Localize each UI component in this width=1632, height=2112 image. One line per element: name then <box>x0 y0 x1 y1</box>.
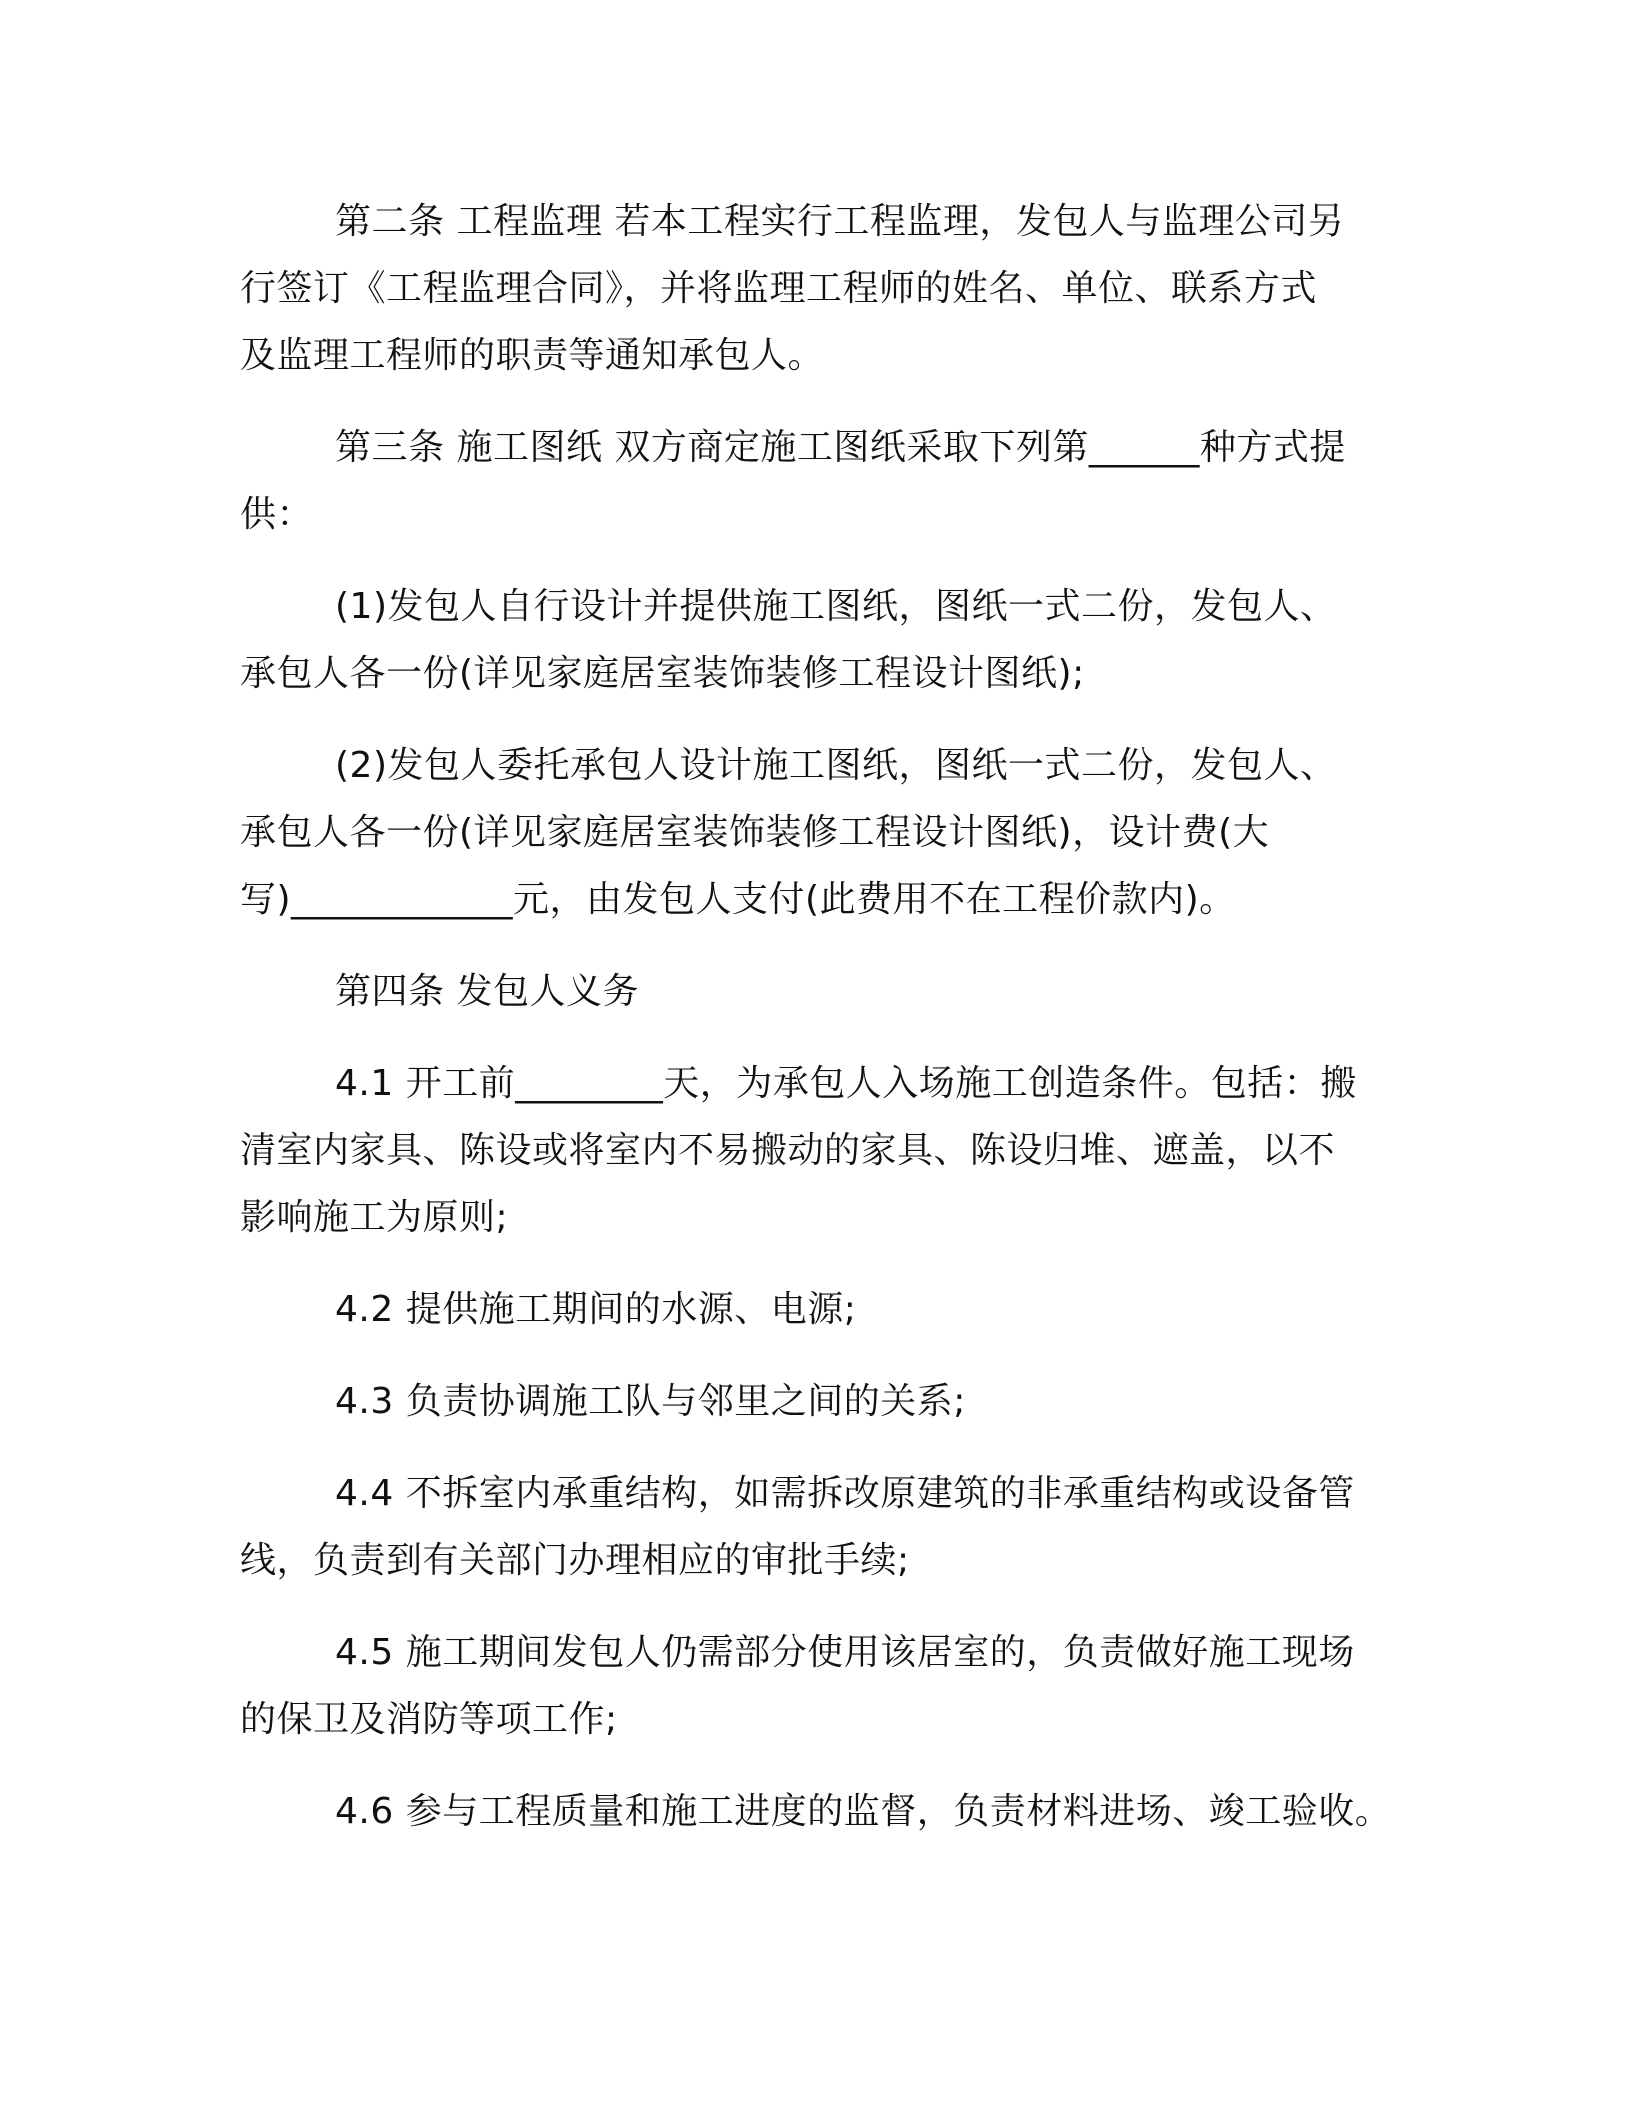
paragraph-clause-4-6 <box>240 1778 1390 1845</box>
text-line: (2)发包人委托承包人设计施工图纸，图纸一式二份，发包人、 <box>335 745 1337 786</box>
paragraph-clause-4-1 <box>240 1050 1390 1251</box>
text-line: 行签订《工程监理合同》，并将监理工程师的姓名、单位、联系方式 <box>240 268 1318 309</box>
paragraph-option-1 <box>240 573 1390 707</box>
section-heading: 第四条 发包人义务 <box>335 971 639 1012</box>
text-line: 4.2 提供施工期间的水源、电源; <box>335 1289 857 1330</box>
text-line: 第二条 工程监理 若本工程实行工程监理，发包人与监理公司另 <box>335 201 1345 242</box>
text-line: 4.6 参与工程质量和施工进度的监督，负责材料进场、竣工验收。 <box>335 1791 1392 1832</box>
text-line: 的保卫及消防等项工作; <box>240 1699 618 1740</box>
paragraph-article-4-heading <box>240 958 1390 1025</box>
text-line: 承包人各一份(详见家庭居室装饰装修工程设计图纸)，设计费(大 <box>240 812 1270 853</box>
paragraph-article-3 <box>240 414 1390 548</box>
text-line: 供： <box>240 494 314 535</box>
document-body <box>240 188 1390 1870</box>
paragraph-article-2 <box>240 188 1390 389</box>
paragraph-clause-4-4 <box>240 1460 1390 1594</box>
paragraph-option-2 <box>240 732 1390 933</box>
text-line: 承包人各一份(详见家庭居室装饰装修工程设计图纸); <box>240 653 1085 694</box>
text-line: 影响施工为原则; <box>240 1197 509 1238</box>
text-line: 写)____________元，由发包人支付(此费用不在工程价款内)。 <box>240 879 1236 920</box>
text-line: 4.4 不拆室内承重结构，如需拆改原建筑的非承重结构或设备管 <box>335 1473 1355 1514</box>
text-line: 及监理工程师的职责等通知承包人。 <box>240 335 825 376</box>
paragraph-clause-4-3 <box>240 1368 1390 1435</box>
text-line: 清室内家具、陈设或将室内不易搬动的家具、陈设归堆、遮盖，以不 <box>240 1130 1336 1171</box>
text-line: 4.1 开工前________天，为承包人入场施工创造条件。包括：搬 <box>335 1063 1357 1104</box>
text-line: 4.5 施工期间发包人仍需部分使用该居室的，负责做好施工现场 <box>335 1632 1355 1673</box>
text-line: (1)发包人自行设计并提供施工图纸，图纸一式二份，发包人、 <box>335 586 1337 627</box>
text-line: 线，负责到有关部门办理相应的审批手续; <box>240 1540 910 1581</box>
paragraph-clause-4-5 <box>240 1619 1390 1753</box>
text-line: 第三条 施工图纸 双方商定施工图纸采取下列第______种方式提 <box>335 427 1346 468</box>
paragraph-clause-4-2 <box>240 1276 1390 1343</box>
text-line: 4.3 负责协调施工队与邻里之间的关系; <box>335 1381 966 1422</box>
